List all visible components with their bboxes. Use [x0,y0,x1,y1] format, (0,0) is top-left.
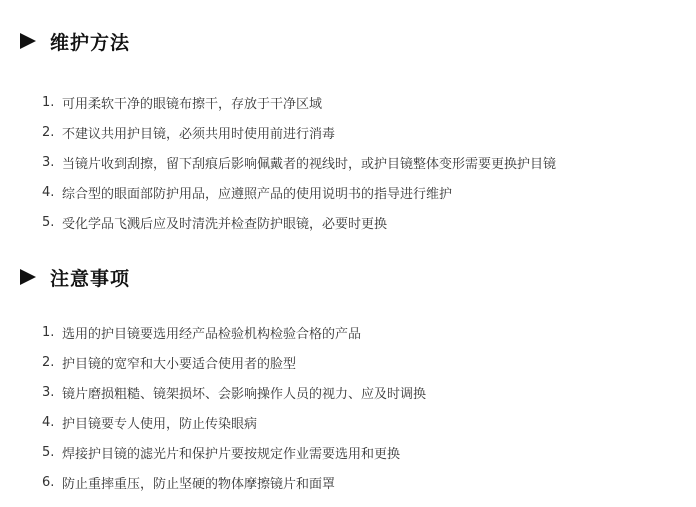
list-item-text: 镜片磨损粗糙、镜架损坏、会影响操作人员的视力、应及时调换 [62,386,427,402]
list-item [42,322,361,342]
list-item-number: 2. [42,124,55,140]
list-item [42,92,322,112]
arrow-right-icon [20,33,36,49]
list-item-number: 4. [42,184,55,200]
list-item-number: 5. [42,444,55,460]
list-item [42,352,296,372]
list-item-text: 综合型的眼面部防护用品，应遵照产品的使用说明书的指导进行维护 [62,186,453,202]
list-item-text: 当镜片收到刮擦，留下刮痕后影响佩戴者的视线时，或护目镜整体变形需要更换护目镜 [62,156,557,172]
list-item-number: 2. [42,354,55,370]
list-item-text: 可用柔软干净的眼镜布擦干，存放于干净区域 [62,96,323,112]
list-item [42,472,335,492]
list-item-number: 6. [42,474,55,490]
list-item [42,412,257,432]
list-item-number: 1. [42,94,55,110]
list-item [42,122,335,142]
list-item-text: 选用的护目镜要选用经产品检验机构检验合格的产品 [62,326,362,342]
list-item-text: 焊接护目镜的滤光片和保护片要按规定作业需要选用和更换 [62,446,401,462]
section-header-precautions [20,264,130,290]
list-item [42,382,426,402]
section-title: 维护方法 [50,31,131,54]
list-item-number: 3. [42,154,55,170]
list-item [42,442,400,462]
list-item-number: 1. [42,324,55,340]
list-item-number: 3. [42,384,55,400]
list-item-text: 护目镜要专人使用，防止传染眼病 [62,416,258,432]
list-item-text: 受化学品飞溅后应及时清洗并检查防护眼镜，必要时更换 [62,216,388,232]
list-item [42,212,387,232]
list-item-text: 防止重摔重压，防止坚硬的物体摩擦镜片和面罩 [62,476,336,492]
list-item-text: 不建议共用护目镜，必须共用时使用前进行消毒 [62,126,336,142]
arrow-right-icon [20,269,36,285]
section-header-maintenance [20,28,130,54]
list-item-number: 5. [42,214,55,230]
list-item [42,182,452,202]
list-item-text: 护目镜的宽窄和大小要适合使用者的脸型 [62,356,297,372]
list-item-number: 4. [42,414,55,430]
list-item [42,152,556,172]
section-title: 注意事项 [50,267,131,290]
